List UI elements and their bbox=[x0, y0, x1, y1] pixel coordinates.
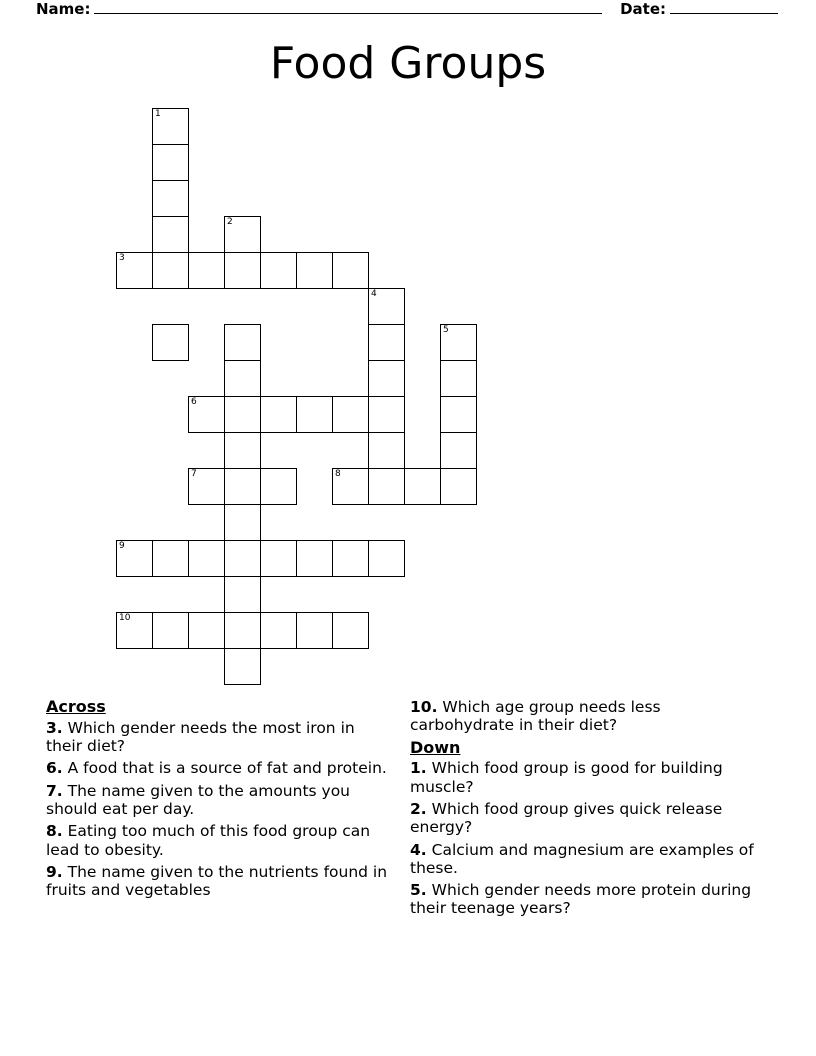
grid-cell[interactable] bbox=[296, 252, 333, 289]
grid-cell[interactable] bbox=[116, 612, 153, 649]
grid-cell[interactable] bbox=[224, 432, 261, 469]
grid-cell[interactable] bbox=[332, 540, 369, 577]
grid-cell[interactable] bbox=[224, 396, 261, 433]
clue-text: Which food group is good for building muscle? bbox=[410, 759, 723, 796]
grid-cell-number: 6 bbox=[191, 397, 197, 407]
grid-cell[interactable] bbox=[152, 612, 189, 649]
grid-cell[interactable] bbox=[296, 540, 333, 577]
grid-cell[interactable] bbox=[152, 144, 189, 181]
page-title: Food Groups bbox=[269, 38, 547, 89]
grid-cell[interactable] bbox=[332, 396, 369, 433]
clue-number: 7. bbox=[46, 781, 63, 800]
clue-text: Eating too much of this food group can lead to obesity. bbox=[46, 822, 371, 859]
grid-cell[interactable] bbox=[224, 504, 261, 541]
clue-number: 3. bbox=[46, 718, 63, 737]
grid-cell[interactable] bbox=[296, 396, 333, 433]
grid-cell[interactable] bbox=[440, 360, 477, 397]
clues-column-right bbox=[410, 698, 754, 922]
grid-cell[interactable] bbox=[332, 468, 369, 505]
clue-text: Calcium and magnesium are examples of these. bbox=[410, 840, 754, 877]
clue-text: The name given to the nutrients found in fruits and vegetables bbox=[46, 862, 388, 900]
grid-cell[interactable] bbox=[224, 324, 261, 361]
clue-down-2 bbox=[410, 800, 754, 837]
grid-cell[interactable] bbox=[332, 612, 369, 649]
grid-cell[interactable] bbox=[440, 396, 477, 433]
grid-cell-number: 8 bbox=[335, 469, 341, 479]
clue-down-5 bbox=[410, 881, 754, 918]
clue-text: Which age group needs less carbohydrate in their diet? bbox=[410, 698, 661, 735]
grid-cell[interactable] bbox=[260, 468, 297, 505]
grid-cell-number: 3 bbox=[119, 253, 125, 263]
grid-cell-number: 4 bbox=[371, 289, 377, 299]
clue-number: 10. bbox=[410, 698, 438, 716]
grid-cell[interactable] bbox=[260, 612, 297, 649]
grid-cell[interactable] bbox=[440, 324, 477, 361]
grid-cell[interactable] bbox=[224, 468, 261, 505]
grid-cell[interactable] bbox=[152, 180, 189, 217]
grid-cell[interactable] bbox=[152, 540, 189, 577]
grid-cell[interactable] bbox=[188, 252, 225, 289]
clue-number: 8. bbox=[46, 822, 63, 841]
clue-down-4 bbox=[410, 841, 754, 878]
name-label: Name: bbox=[36, 0, 91, 18]
clue-across-6 bbox=[46, 759, 390, 777]
across-heading: Across bbox=[46, 697, 106, 716]
clue-number: 2. bbox=[410, 800, 427, 818]
clues-section bbox=[46, 698, 776, 988]
clue-across-8 bbox=[46, 822, 390, 859]
clue-down-1 bbox=[410, 759, 754, 796]
grid-cell-number: 2 bbox=[227, 217, 233, 227]
grid-cell[interactable] bbox=[224, 252, 261, 289]
clue-across-9 bbox=[46, 863, 390, 900]
grid-cell[interactable] bbox=[260, 540, 297, 577]
grid-cell[interactable] bbox=[368, 468, 405, 505]
grid-cell[interactable] bbox=[368, 540, 405, 577]
grid-cell[interactable] bbox=[404, 468, 441, 505]
grid-cell[interactable] bbox=[152, 108, 189, 145]
clue-number: 6. bbox=[46, 759, 63, 778]
clue-across-7 bbox=[46, 782, 390, 819]
clue-text: Which gender needs more protein during their teenage years? bbox=[410, 881, 752, 918]
clue-number: 9. bbox=[46, 862, 63, 881]
down-heading: Down bbox=[410, 737, 461, 757]
grid-cell-number: 9 bbox=[119, 541, 125, 551]
grid-cell[interactable] bbox=[224, 612, 261, 649]
clue-number: 4. bbox=[410, 840, 427, 859]
grid-cell[interactable] bbox=[224, 576, 261, 613]
clue-number: 1. bbox=[410, 759, 427, 778]
clue-number: 5. bbox=[410, 881, 427, 900]
grid-cell-number: 5 bbox=[443, 325, 449, 335]
grid-cell[interactable] bbox=[224, 540, 261, 577]
crossword-grid bbox=[116, 108, 536, 708]
grid-cell[interactable] bbox=[116, 540, 153, 577]
grid-cell[interactable] bbox=[152, 216, 189, 253]
grid-cell[interactable] bbox=[368, 432, 405, 469]
grid-cell[interactable] bbox=[224, 216, 261, 253]
grid-cell[interactable] bbox=[188, 468, 225, 505]
grid-cell[interactable] bbox=[260, 252, 297, 289]
grid-cell[interactable] bbox=[368, 288, 405, 325]
date-write-line bbox=[670, 0, 778, 14]
grid-cell[interactable] bbox=[440, 432, 477, 469]
grid-cell-number: 10 bbox=[119, 613, 131, 623]
grid-cell[interactable] bbox=[116, 252, 153, 289]
clue-text: Which gender needs the most iron in their diet? bbox=[46, 718, 355, 756]
clues-column-left bbox=[46, 698, 390, 903]
name-write-line bbox=[94, 0, 602, 14]
clue-text: Which food group gives quick release energy? bbox=[410, 800, 723, 837]
grid-cell[interactable] bbox=[368, 324, 405, 361]
worksheet-header bbox=[36, 0, 780, 26]
clue-text: The name given to the amounts you should eat per day. bbox=[46, 781, 351, 818]
grid-cell[interactable] bbox=[332, 252, 369, 289]
grid-cell[interactable] bbox=[368, 360, 405, 397]
grid-cell-number: 7 bbox=[191, 469, 197, 479]
grid-cell[interactable] bbox=[224, 648, 261, 685]
clue-across-3 bbox=[46, 719, 390, 756]
grid-cell[interactable] bbox=[152, 252, 189, 289]
clue-across-10 bbox=[410, 698, 754, 735]
clue-text: A food that is a source of fat and protein. bbox=[67, 759, 387, 778]
grid-cell[interactable] bbox=[224, 360, 261, 397]
grid-cell[interactable] bbox=[440, 468, 477, 505]
grid-cell[interactable] bbox=[368, 396, 405, 433]
grid-cell[interactable] bbox=[188, 612, 225, 649]
grid-cell-number: 1 bbox=[155, 109, 161, 119]
grid-cell[interactable] bbox=[188, 540, 225, 577]
grid-cell[interactable] bbox=[188, 396, 225, 433]
grid-cell[interactable] bbox=[296, 612, 333, 649]
grid-cell[interactable] bbox=[152, 324, 189, 361]
grid-cell[interactable] bbox=[260, 396, 297, 433]
date-label: Date: bbox=[620, 0, 666, 18]
